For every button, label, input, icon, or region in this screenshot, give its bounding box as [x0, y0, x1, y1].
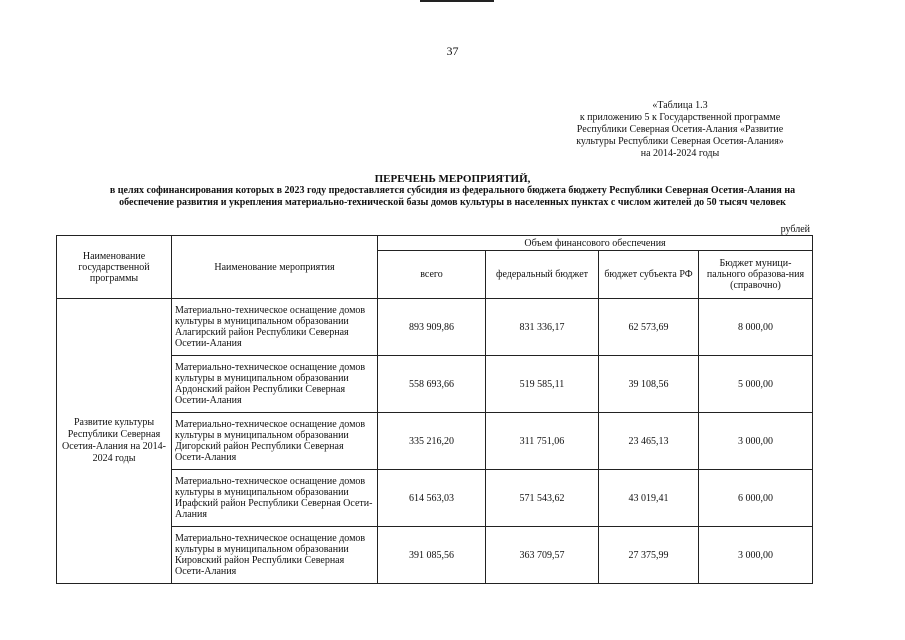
- header-subject: бюджет субъекта РФ: [599, 251, 699, 299]
- activity-cell: Материально-техническое оснащение домов культуры в муниципальном образовании Кировский район Республики Северная Осети-Алания: [172, 527, 378, 584]
- federal-cell: 519 585,11: [486, 356, 599, 413]
- total-cell: 558 693,66: [378, 356, 486, 413]
- activity-cell: Материально-техническое оснащение домов культуры в муниципальном образовании Ирафский район Республики Северная Осети-Алания: [172, 470, 378, 527]
- table-row: [57, 299, 813, 356]
- subject-cell: 39 108,56: [599, 356, 699, 413]
- subject-cell: 27 375,99: [599, 527, 699, 584]
- annex-line: Республики Северная Осетия-Алания «Развитие: [576, 124, 784, 135]
- total-cell: 335 216,20: [378, 413, 486, 470]
- subject-cell: 23 465,13: [599, 413, 699, 470]
- subtitle-line: обеспечение развития и укрепления материально-технической базы домов культуры в населенных пунктах с числом жителей до 50 тысяч человек: [119, 197, 786, 208]
- total-cell: 391 085,56: [378, 527, 486, 584]
- municipal-cell: 3 000,00: [699, 413, 813, 470]
- document-subtitle: [40, 185, 865, 209]
- federal-cell: 571 543,62: [486, 470, 599, 527]
- municipal-cell: 3 000,00: [699, 527, 813, 584]
- table-header-row: [57, 236, 813, 251]
- header-activity: Наименование мероприятия: [172, 236, 378, 299]
- annex-line: культуры Республики Северная Осетия-Алания»: [576, 136, 784, 147]
- federal-cell: 311 751,06: [486, 413, 599, 470]
- header-municipal: Бюджет муници-пального образова-ния (справочно): [699, 251, 813, 299]
- municipal-cell: 8 000,00: [699, 299, 813, 356]
- currency-unit: рублей: [780, 224, 810, 235]
- total-cell: 614 563,03: [378, 470, 486, 527]
- program-name-cell: Развитие культуры Республики Северная Осетия-Алания на 2014-2024 годы: [57, 299, 172, 584]
- header-program: Наименование государственной программы: [57, 236, 172, 299]
- activity-cell: Материально-техническое оснащение домов культуры в муниципальном образовании Алагирский район Республики Северная Осетии-Алания: [172, 299, 378, 356]
- activity-cell: Материально-техническое оснащение домов культуры в муниципальном образовании Дигорский район Республики Северная Осети-Алания: [172, 413, 378, 470]
- annex-reference: [555, 100, 805, 160]
- annex-line: «Таблица 1.3: [652, 100, 708, 111]
- activity-cell: Материально-техническое оснащение домов культуры в муниципальном образовании Ардонский район Республики Северная Осетии-Алания: [172, 356, 378, 413]
- municipal-cell: 6 000,00: [699, 470, 813, 527]
- page-top-rule: [420, 0, 494, 2]
- header-federal: федеральный бюджет: [486, 251, 599, 299]
- document-title: ПЕРЕЧЕНЬ МЕРОПРИЯТИЙ,: [374, 173, 531, 185]
- subject-cell: 43 019,41: [599, 470, 699, 527]
- subject-cell: 62 573,69: [599, 299, 699, 356]
- subtitle-line: в целях софинансирования которых в 2023 году предоставляется субсидия из федерального бюджета бюджету Республики Северная Осетия-Алания на: [109, 185, 796, 196]
- annex-line: к приложению 5 к Государственной программе: [579, 112, 781, 123]
- page-number: 37: [446, 44, 459, 58]
- federal-cell: 363 709,57: [486, 527, 599, 584]
- funding-table: [56, 235, 813, 584]
- total-cell: 893 909,86: [378, 299, 486, 356]
- header-total: всего: [378, 251, 486, 299]
- federal-cell: 831 336,17: [486, 299, 599, 356]
- municipal-cell: 5 000,00: [699, 356, 813, 413]
- header-funding-group: Объем финансового обеспечения: [378, 236, 813, 251]
- annex-line: на 2014-2024 годы: [640, 148, 720, 159]
